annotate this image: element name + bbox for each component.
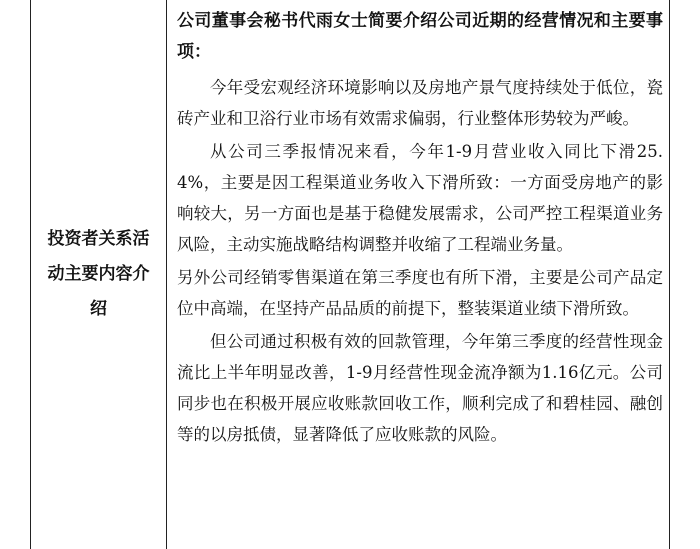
section-heading: 公司董事会秘书代雨女士简要介绍公司近期的经营情况和主要事项： — [177, 11, 663, 62]
paragraph-revenue: 从公司三季报情况来看，今年1-9月营业收入同比下滑25.4%，主要是因工程渠道业务收入下滑所致：一方面受房地产的影响较大，另一方面也是基于稳健发展需求，公司严控工程渠道业务风险，主动实施战略结构调整并收缩了工程端业务量。 — [177, 142, 663, 254]
content-cell — [177, 0, 663, 452]
row-label: 投资者关系活动主要内容介绍 — [47, 229, 150, 319]
paragraph-cashflow: 但公司通过积极有效的回款管理，今年第三季度的经营性现金流比上半年明显改善，1-9月经营性现金流净额为1.16亿元。公司同步也在积极开展应收账款回收工作，顺利完成了和碧桂园、融创等的以房抵债，显著降低了应收账款的风险。 — [177, 332, 663, 444]
info-table — [30, 0, 670, 549]
paragraph-market: 今年受宏观经济环境影响以及房地产景气度持续处于低位，瓷砖产业和卫浴行业市场有效需求偏弱，行业整体形势较为严峻。 — [177, 78, 663, 128]
paragraph-retail: 另外公司经销零售渠道在第三季度也有所下滑，主要是公司产品定位中高端，在坚持产品品质的前提下，整装渠道业绩下滑所致。 — [177, 268, 663, 318]
column-divider — [166, 0, 167, 549]
label-cell — [31, 0, 166, 549]
